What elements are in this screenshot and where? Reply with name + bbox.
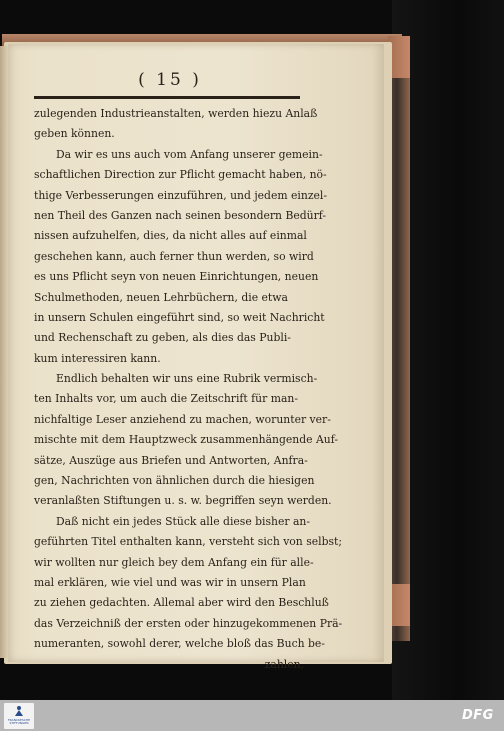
library-logo-text: FRANCKESCHE STIFTUNGEN	[7, 718, 31, 725]
body-text	[34, 104, 343, 675]
library-logo[interactable]	[4, 703, 34, 729]
text-line: nichfaltige Leser anziehend zu machen, worunter ver-	[34, 412, 331, 426]
text-line: geschehen kann, auch ferner thun werden, so wird	[34, 249, 314, 263]
viewer-footer-bar	[0, 700, 504, 731]
text-line: gen, Nachrichten von ähnlichen durch die hiesigen	[34, 474, 315, 488]
text-line: zulegenden Industrieanstalten, werden hiezu Anlaß	[34, 107, 318, 120]
text-line: schaftlichen Direction zur Pflicht gemacht haben, nö-	[34, 168, 327, 182]
text-line: Endlich behalten wir uns eine Rubrik vermisch-	[56, 372, 318, 386]
text-line: Schulmethoden, neuen Lehrbüchern, die etwa	[34, 290, 288, 304]
text-line: in unsern Schulen eingeführt sind, so weit Nachricht	[34, 310, 325, 324]
text-line: nen Theil des Ganzen nach seinen besondern Bedürf-	[34, 208, 327, 222]
text-line: das Verzeichniß der ersten oder hinzugekommenen Prä-	[34, 616, 343, 630]
text-line: Daß nicht ein jedes Stück alle diese bisher an-	[56, 514, 311, 528]
page-number: ( 15 )	[138, 70, 202, 90]
library-emblem-icon	[13, 705, 25, 717]
dfg-logo[interactable]: DFG	[462, 708, 494, 723]
text-line: mischte mit dem Hauptzweck zusammenhängende Auf-	[34, 433, 339, 447]
text-line: mal erklären, wie viel und was wir in unsern Plan	[34, 575, 306, 589]
text-line: geführten Titel enthalten kann, versteht sich von selbst;	[34, 535, 343, 549]
text-line: ten Inhalts vor, um auch die Zeitschrift für man-	[34, 392, 298, 406]
text-line: zu ziehen gedachten. Allemal aber wird den Beschluß	[34, 596, 329, 610]
text-line: es uns Pflicht seyn von neuen Einrichtungen, neuen	[34, 270, 319, 284]
header-rule	[34, 96, 300, 99]
text-line: numeranten, sowohl derer, welche bloß das Buch be-	[34, 637, 325, 651]
catchword: zahlen,	[264, 657, 304, 671]
text-line: nissen aufzuhelfen, dies, da nicht alles auf einmal	[34, 229, 307, 243]
text-line: geben können.	[34, 127, 115, 141]
text-line: und Rechenschaft zu geben, als dies das Publi-	[34, 331, 291, 345]
text-line: sätze, Auszüge aus Briefen und Antworten, Anfra-	[34, 453, 308, 467]
text-line: kum interessiren kann.	[34, 351, 161, 365]
text-line: veranlaßten Stiftungen u. s. w. begriffen seyn werden.	[34, 494, 332, 508]
text-line: wir wollten nur gleich bey dem Anfang ein für alle-	[34, 555, 314, 569]
text-line: Da wir es uns auch vom Anfang unserer gemein-	[56, 147, 323, 161]
text-line: thige Verbesserungen einzuführen, und jedem einzel-	[34, 188, 328, 202]
